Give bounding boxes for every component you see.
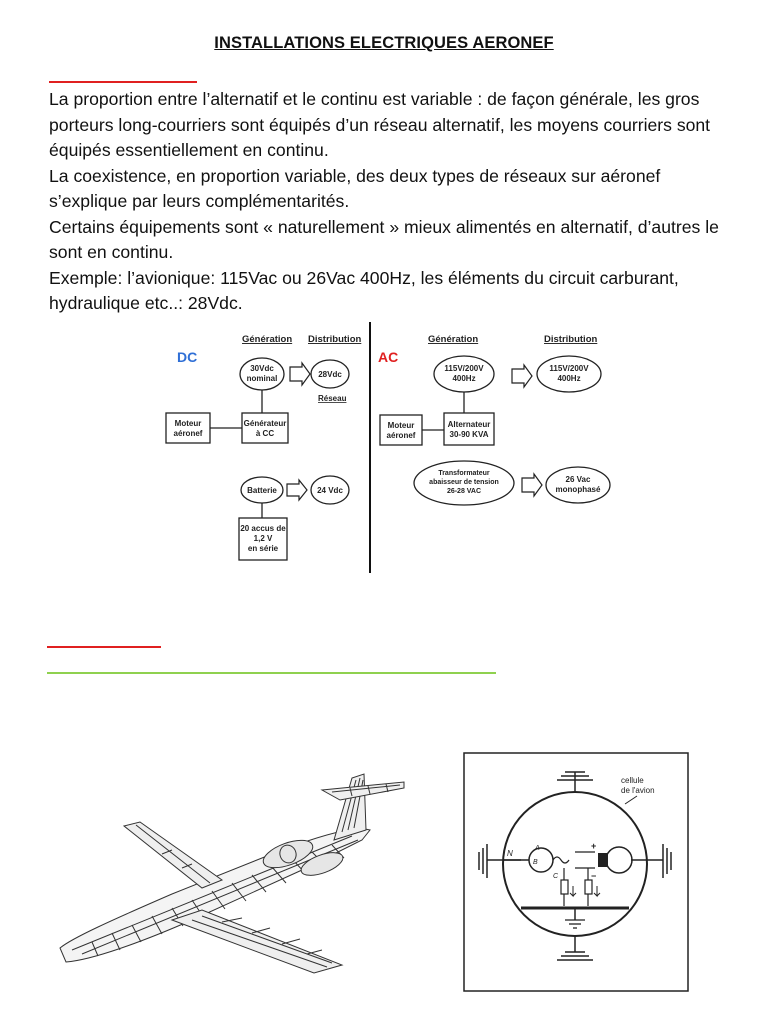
dc-generator-line1: Générateur [243, 419, 287, 428]
grounding-schematic [463, 752, 689, 992]
intro-line: La coexistence, en proportion variable, des deux types de réseaux sur aéronef s’explique par leurs complémentarités. [49, 165, 661, 211]
dc-engine-line1: Moteur [174, 419, 202, 428]
dc-output-label: 28Vdc [318, 370, 342, 379]
ac-alternator-line2: 30-90 KVA [449, 430, 489, 439]
label-minus: − [591, 871, 597, 881]
dc-network-label: Réseau [318, 394, 347, 403]
airplane-cutaway-illustration [52, 770, 412, 975]
dc-cells-line3: en série [247, 544, 279, 553]
dc-engine-box [166, 413, 210, 443]
ac-label: AC [378, 349, 399, 365]
ac-engine-line1: Moteur [387, 421, 415, 430]
ac-arrow-right [512, 365, 532, 387]
cell-label-line2: de l'avion [621, 786, 655, 795]
dc-engine-line2: aéronef [173, 429, 203, 438]
intro-paragraph [49, 87, 739, 317]
dc-arrow-right [290, 363, 310, 385]
dc-battery-arrow [287, 480, 307, 500]
intro-line: Exemple: l’avionique: 115Vac ou 26Vac 400Hz, les éléments du circuit carburant, hydraulique etc..: 28Vdc. [49, 267, 679, 313]
ac-generation-header: Génération [428, 334, 479, 345]
ac-transformer-output-line1: 26 Vac [565, 475, 591, 484]
section-underline-red-2 [47, 646, 161, 648]
ac-output-line2: 400Hz [557, 374, 581, 383]
ac-transformer-arrow [522, 474, 542, 496]
label-a: A [535, 845, 540, 852]
dc-source-line2: nominal [246, 374, 278, 383]
dc-distribution-header: Distribution [308, 334, 362, 345]
intro-line: Certains équipements sont « naturellement » mieux alimentés en alternatif, d’autres le sont en continu. [49, 216, 719, 262]
cell-label-line1: cellule [621, 776, 644, 785]
page-title: INSTALLATIONS ELECTRIQUES AERONEF [214, 34, 554, 52]
dc-label: DC [177, 349, 198, 365]
label-b: B [533, 859, 538, 866]
dc-generation-header: Génération [242, 334, 293, 345]
ac-source-line2: 400Hz [452, 374, 476, 383]
ac-distribution-header: Distribution [544, 334, 598, 345]
ac-transformer-line3: 26-28 VAC [446, 488, 482, 495]
network-diagram [160, 320, 630, 575]
ac-transformer-line1: Transformateur [438, 470, 490, 477]
ac-alternator-box [444, 413, 494, 445]
label-plus: + [591, 841, 597, 851]
label-n-left: N [507, 849, 513, 858]
dc-generator-box [242, 413, 288, 443]
dc-battery-output-label: 24 Vdc [317, 486, 343, 495]
ac-engine-line2: aéronef [386, 431, 416, 440]
label-c: C [553, 873, 559, 880]
ac-transformer-output-line2: monophasé [555, 485, 601, 494]
section-underline-green [47, 672, 496, 674]
dc-generator-line2: à CC [255, 429, 275, 438]
dc-battery-label: Batterie [247, 486, 277, 495]
ac-engine-box [380, 415, 422, 445]
dc-cells-line2: 1,2 V [253, 534, 273, 543]
ac-alternator-line1: Alternateur [447, 420, 491, 429]
ac-transformer-line2: abaisseur de tension [429, 479, 499, 486]
ac-source-line1: 115V/200V [444, 364, 484, 373]
ac-output-line1: 115V/200V [549, 364, 589, 373]
dc-source-line1: 30Vdc [250, 364, 274, 373]
dc-cells-line1: 20 accus de [240, 524, 286, 533]
intro-line: La proportion entre l’alternatif et le continu est variable : de façon générale, les gros porteurs long-courriers sont équipés d’un réseau alternatif, les moyens courriers sont équipés essentiellement en continu. [49, 89, 711, 160]
section-underline-red [49, 81, 197, 83]
